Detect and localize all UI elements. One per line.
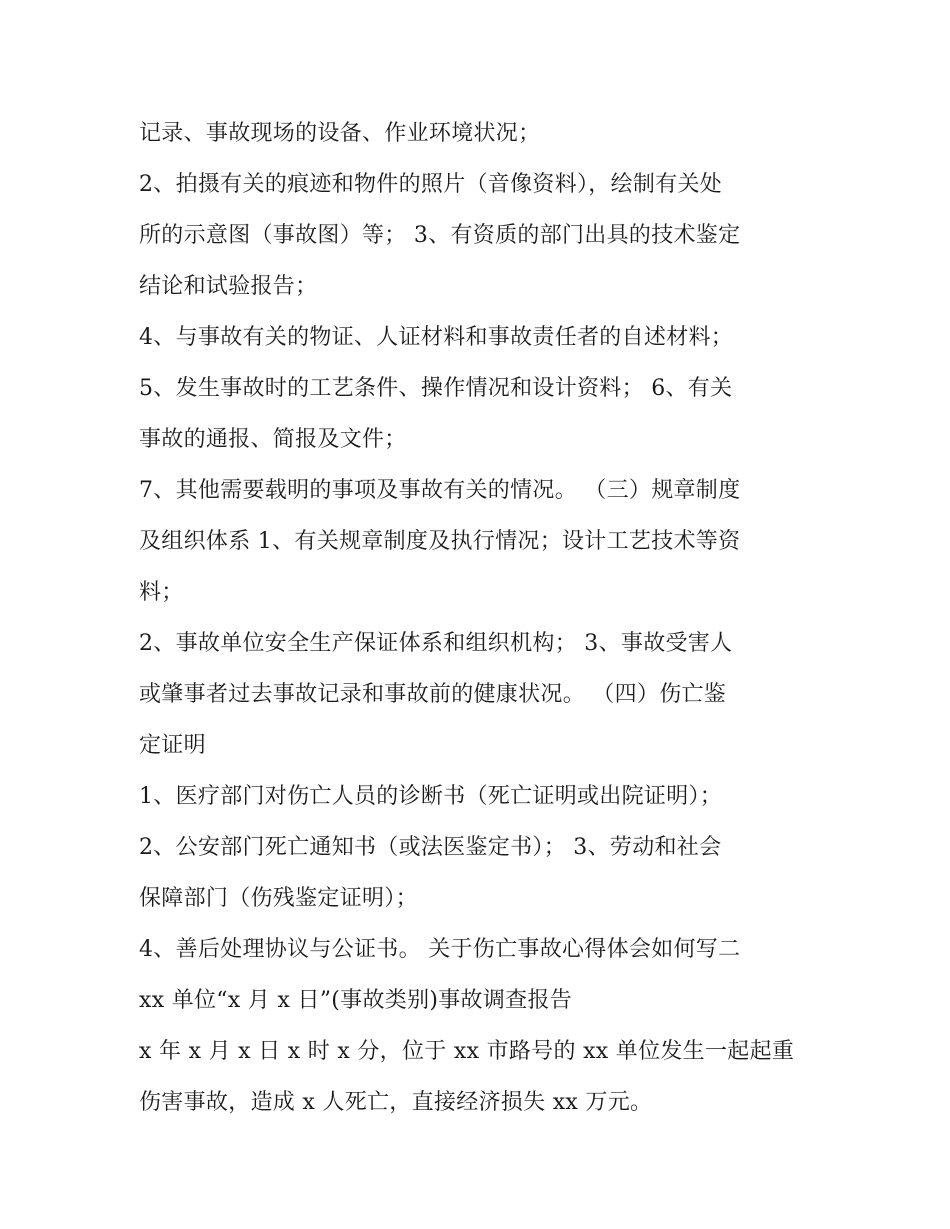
- text-line: x 年 x 月 x 日 x 时 x 分，位于 xx 市路号的 xx 单位发生一起起重: [139, 1039, 795, 1064]
- text-line: 料；: [139, 580, 184, 605]
- text-line: 保障部门（伤残鉴定证明）；: [139, 886, 418, 911]
- text-line: 4、与事故有关的物证、人证材料和事故责任者的自述材料；: [139, 325, 734, 350]
- text-line: 及组织体系 1、有关规章制度及执行情况；设计工艺技术等资: [139, 529, 741, 554]
- text-line: 2、公安部门死亡通知书（或法医鉴定书）； 3、劳动和社会: [139, 835, 722, 860]
- text-line: 2、事故单位安全生产保证体系和组织机构； 3、事故受害人: [139, 631, 733, 656]
- text-line: 伤害事故，造成 x 人死亡，直接经济损失 xx 万元。: [139, 1090, 653, 1115]
- report-title-line: xx 单位“x 月 x 日”(事故类别)事故调查报告: [139, 988, 573, 1013]
- text-line: 结论和试验报告；: [139, 274, 318, 299]
- text-line: 7、其他需要载明的事项及事故有关的情况。 （三）规章制度: [139, 478, 741, 503]
- body-text: [139, 108, 819, 1128]
- text-line: 4、善后处理协议与公证书。 关于伤亡事故心得体会如何写二: [139, 937, 741, 962]
- text-line: 记录、事故现场的设备、作业环境状况；: [139, 121, 541, 146]
- text-line: 定证明: [139, 733, 206, 758]
- text-line: 5、发生事故时的工艺条件、操作情况和设计资料； 6、有关: [139, 376, 733, 401]
- text-line: 事故的通报、简报及文件；: [139, 427, 407, 452]
- text-line: 所的示意图（事故图）等； 3、有资质的部门出具的技术鉴定: [139, 223, 741, 248]
- text-line: 1、医疗部门对伤亡人员的诊断书（死亡证明或出院证明）；: [139, 784, 723, 809]
- text-line: 或肇事者过去事故记录和事故前的健康状况。 （四）伤亡鉴: [139, 682, 727, 707]
- text-line: 2、拍摄有关的痕迹和物件的照片（音像资料），绘制有关处: [139, 172, 723, 197]
